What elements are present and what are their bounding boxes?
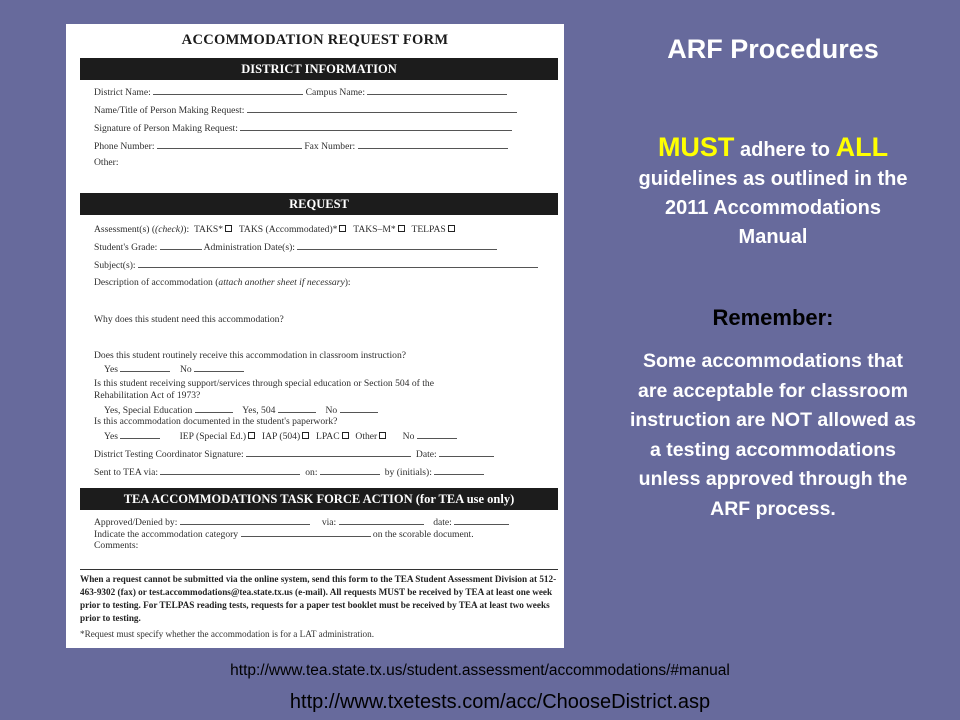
dtc-signature-line: District Testing Coordinator Signature: Date: <box>94 448 494 461</box>
checkbox-iep <box>248 432 255 439</box>
footer-instructions: When a request cannot be submitted via the online system, send this form to the TEA Student Assessment Division at 512-463-9302 (fax) or test.accommodations@tea.state.tx.us (e-mail). All requests MUST be received by TEA at least one week prior to testing. For TELPAS reading tests, requests for a paper test booklet must be received by TEA at least two weeks prior to testing. <box>80 574 557 623</box>
district-name-line: District Name: Campus Name: <box>94 86 507 99</box>
district-info-heading: DISTRICT INFORMATION <box>80 58 558 80</box>
checkbox-taks-accommodated <box>339 225 346 232</box>
approved-line: Approved/Denied by: via: date: <box>94 516 509 529</box>
must-word: MUST <box>657 132 735 162</box>
checkbox-other <box>379 432 386 439</box>
checkbox-iap <box>302 432 309 439</box>
request-heading: REQUEST <box>80 193 558 215</box>
accommodation-request-form <box>66 24 564 648</box>
checkbox-telpas <box>448 225 455 232</box>
comments-line: Comments: <box>94 540 139 551</box>
subjects-line: Subject(s): <box>94 259 538 272</box>
checkbox-lpac <box>342 432 349 439</box>
sent-to-tea-line: Sent to TEA via: on: by (initials): <box>94 466 484 479</box>
support-question-1: Is this student receiving support/services through special education or Section 504 of the <box>94 378 434 389</box>
routine-answer: Yes No <box>104 363 244 376</box>
checkbox-taks-m <box>398 225 405 232</box>
routine-question: Does this student routinely receive this accommodation in classroom instruction? <box>94 350 406 361</box>
support-answer: Yes, Special Education Yes, 504 No <box>104 404 378 417</box>
phone-fax-line: Phone Number: Fax Number: <box>94 140 508 153</box>
assessment-line: Assessment(s) ((check)): TAKS* TAKS (Accommodated)* TAKS–M* TELPAS <box>94 224 457 236</box>
documented-question: Is this accommodation documented in the student's paperwork? <box>94 416 338 427</box>
description-line: Description of accommodation (attach another sheet if necessary): <box>94 277 351 288</box>
why-line: Why does this student need this accommodation? <box>94 314 284 325</box>
grade-line: Student's Grade: Administration Date(s): <box>94 241 497 254</box>
signature-line: Signature of Person Making Request: <box>94 122 512 135</box>
indicate-line: Indicate the accommodation category on the scorable document. <box>94 529 474 540</box>
documented-answer: Yes IEP (Special Ed.) IAP (504) LPAC Other No <box>104 430 457 443</box>
remember-label: Remember: <box>712 305 834 330</box>
name-title-line: Name/Title of Person Making Request: <box>94 104 517 117</box>
footer-divider <box>80 569 558 570</box>
footer-note: *Request must specify whether the accommodation is for a LAT administration. <box>80 629 375 639</box>
checkbox-taks <box>225 225 232 232</box>
support-question-2: Rehabilitation Act of 1973? <box>94 390 201 401</box>
all-word: ALL <box>835 132 889 162</box>
other-line: Other: <box>94 157 119 168</box>
tea-task-force-heading: TEA ACCOMMODATIONS TASK FORCE ACTION (for TEA use only) <box>80 488 558 510</box>
manual-link[interactable]: http://www.tea.state.tx.us/student.assessment/accommodations/#manual <box>230 662 730 679</box>
slide-heading: ARF Procedures <box>667 34 879 64</box>
remember-note: Some accommodations that are acceptable for classroom instruction are NOT allowed as a testing accommodations unless approved through the ARF process. <box>629 350 917 520</box>
choose-district-link[interactable]: http://www.txetests.com/acc/ChooseDistrict.asp <box>289 691 711 713</box>
form-title: ACCOMMODATION REQUEST FORM <box>181 32 449 48</box>
must-adhere-text: MUST adhere to ALL guidelines as outlined in the 2011 Accommodations Manual <box>638 132 908 248</box>
